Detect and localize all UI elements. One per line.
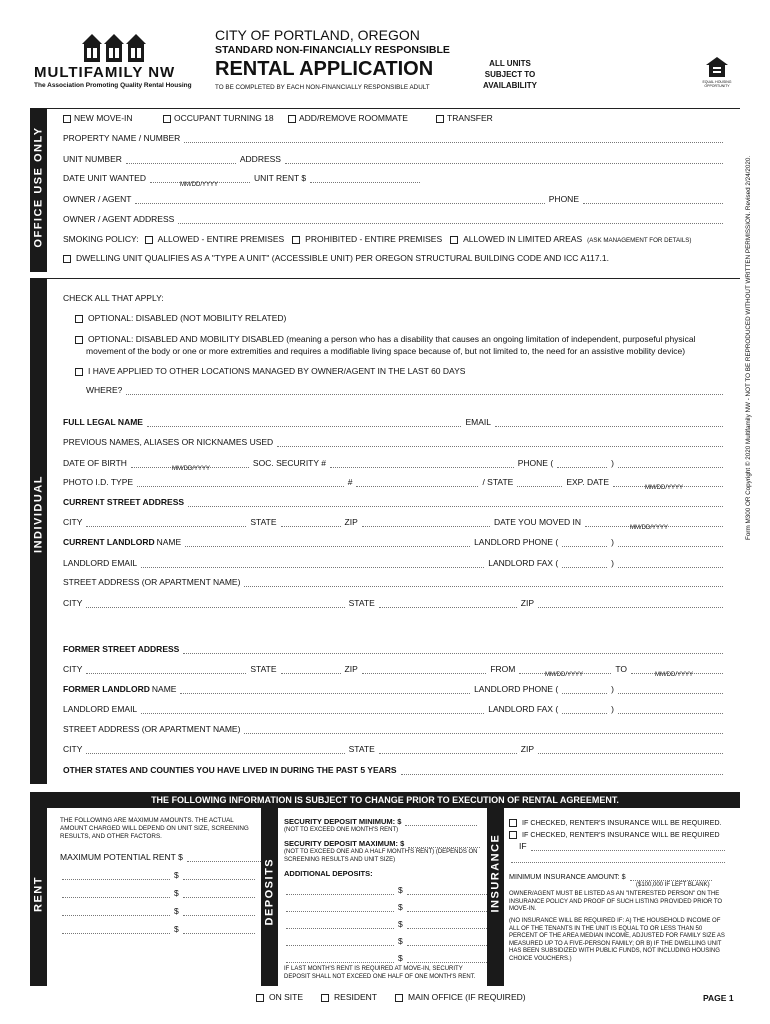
page-number: PAGE 1 [703, 993, 734, 1003]
owner-row [63, 194, 725, 204]
landlord-phone-label: LANDLORD PHONE ( [474, 684, 559, 694]
ins-req-2-label: IF CHECKED, RENTER'S INSURANCE WILL BE REQUIRED [522, 830, 720, 839]
checkbox[interactable] [321, 994, 329, 1002]
landlord-fax-area[interactable] [562, 560, 607, 568]
dob-label: DATE OF BIRTH [63, 458, 127, 468]
dollar: $ [174, 870, 179, 880]
id-number-label: # [347, 477, 353, 487]
landlord-email-label: LANDLORD EMAIL [63, 704, 138, 714]
former-phone-field[interactable] [618, 686, 723, 694]
prev-names-row [63, 437, 725, 447]
to-label: TO [615, 664, 627, 674]
paren: ) [611, 684, 614, 694]
office-use-bar [30, 108, 47, 272]
last-month-note: IF LAST MONTH'S RENT IS REQUIRED AT MOVE-IN, SECURITY DEPOSIT SHALL NOT EXCEED ONE HALF OF ONE MONTH'S RENT. [284, 966, 476, 980]
min-ins-field[interactable] [630, 873, 712, 881]
sec-max-row [284, 839, 482, 848]
street-apt-label: STREET ADDRESS (OR APARTMENT NAME) [63, 724, 241, 734]
owner-address-field[interactable] [178, 216, 723, 224]
street-apt-label: STREET ADDRESS (OR APARTMENT NAME) [63, 577, 241, 587]
copyright-side-note: Form M300 OR Copyright © 2020 Multifamily NW - NOT TO BE REPRODUCED WITHOUT WRITTEN PERMISSION. Revised 2/24/2020. [745, 155, 752, 540]
former-city-row [63, 664, 725, 674]
where-label: WHERE? [86, 385, 123, 395]
from-label: FROM [490, 664, 516, 674]
equal-housing-text: EQUAL HOUSING OPPORTUNITY [702, 80, 732, 88]
individual-bar [30, 278, 47, 784]
mobility-label: OPTIONAL: DISABLED AND MOBILITY DISABLED (meaning a person who has a disability that causes an ongoing limitation of independent, purposeful physical [88, 334, 696, 344]
dollar: $ [398, 919, 403, 929]
property-label: PROPERTY NAME / NUMBER [63, 133, 181, 143]
date-wanted-label: DATE UNIT WANTED [63, 173, 146, 183]
paren: ) [611, 458, 614, 468]
from-format-hint: MM/DD/YYYY [545, 672, 584, 678]
ins-req-1-label: IF CHECKED, RENTER'S INSURANCE WILL BE REQUIRED. [522, 818, 722, 827]
checkbox[interactable] [292, 236, 300, 244]
checkbox[interactable] [395, 994, 403, 1002]
checkbox[interactable] [75, 336, 83, 344]
other-states-row [63, 765, 725, 775]
opt-transfer [436, 113, 493, 123]
current-city-row [63, 517, 725, 527]
rent-amount-field[interactable] [183, 890, 255, 898]
ins-blank-row [509, 855, 727, 863]
landlord-phone-area[interactable] [562, 539, 607, 547]
current-landlord-field[interactable] [185, 539, 470, 547]
checkbox[interactable] [256, 994, 264, 1002]
interested-person-note: OWNER/AGENT MUST BE LISTED AS AN "INTERESTED PERSON" ON THE INSURANCE POLICY AND PROOF OF SUCH LISTING PROVIDED PRIOR TO MOVE-IN. [509, 891, 723, 912]
checkbox[interactable] [509, 831, 517, 839]
state-field[interactable] [281, 519, 341, 527]
zip-label: ZIP [344, 517, 358, 527]
rent-note: THE FOLLOWING ARE MAXIMUM AMOUNTS. THE ACTUAL AMOUNT CHARGED WILL DEPEND ON UNIT SIZE, SCREENING RESULTS, AND OTHER FACTORS. [60, 817, 249, 840]
former-landlord-field[interactable] [180, 686, 470, 694]
type-a-row [63, 253, 609, 263]
deposit-amount-field[interactable] [407, 887, 489, 895]
rent-amount-field[interactable] [183, 872, 255, 880]
smoke-note: (ASK MANAGEMENT FOR DETAILS) [587, 237, 692, 244]
deposit-amount-field[interactable] [407, 921, 489, 929]
checkbox[interactable] [509, 819, 517, 827]
deposits-bar [261, 808, 278, 986]
former-state-field[interactable] [281, 666, 341, 674]
deposit-line [284, 953, 491, 963]
check-all: CHECK ALL THAT APPLY: [63, 293, 164, 303]
sec-max-field[interactable] [408, 840, 480, 848]
date-format-hint: MM/DD/YYYY [180, 182, 219, 188]
rent-line [60, 906, 257, 916]
smoking-row [63, 234, 691, 244]
former-landlord-row [63, 684, 725, 694]
deposit-line [284, 902, 491, 912]
landlord-city-field[interactable] [86, 600, 344, 608]
checkbox[interactable] [145, 236, 153, 244]
where-row [86, 385, 725, 395]
date-moved-label: DATE YOU MOVED IN [493, 517, 581, 527]
availability-note [475, 58, 545, 91]
landlord-street-row [63, 577, 725, 587]
opt-occupant-18 [163, 113, 288, 123]
photo-id-type-field[interactable] [137, 479, 344, 487]
on-site-label: ON SITE [269, 992, 304, 1002]
rent-bar [30, 808, 47, 986]
insurance-label: INSURANCE [489, 833, 502, 913]
page-title: RENTAL APPLICATION [215, 58, 434, 80]
sec-min-field[interactable] [405, 818, 477, 826]
rent-desc-field[interactable] [62, 908, 170, 916]
checkbox[interactable] [288, 115, 296, 123]
paren: ) [611, 558, 614, 568]
max-rent-field[interactable] [187, 854, 265, 862]
owner-address-row [63, 214, 725, 224]
deposit-desc-field[interactable] [286, 887, 394, 895]
city-label: CITY [63, 598, 83, 608]
checkbox[interactable] [63, 115, 71, 123]
photo-id-label: PHOTO I.D. TYPE [63, 477, 134, 487]
deposit-line [284, 936, 491, 946]
former-landlord-city-field[interactable] [86, 746, 344, 754]
deposit-amount-field[interactable] [407, 938, 489, 946]
address-label: ADDRESS [239, 154, 281, 164]
smoking-label: SMOKING POLICY: [63, 234, 139, 244]
deposit-line [284, 885, 491, 895]
deposit-amount-field[interactable] [407, 955, 489, 963]
full-name-field[interactable] [147, 419, 462, 427]
ssn-label: SOC. SECURITY # [252, 458, 326, 468]
label: ADD/REMOVE ROOMMATE [299, 113, 408, 123]
email-label: EMAIL [465, 417, 491, 427]
dollar: $ [174, 888, 179, 898]
full-name-label: FULL LEGAL NAME [63, 417, 143, 427]
landlord-zip-field[interactable] [538, 600, 723, 608]
owner-agent-field[interactable] [135, 196, 544, 204]
exp-format-hint: MM/DD/YYYY [645, 485, 684, 491]
dollar: $ [398, 953, 403, 963]
former-landlord-label: FORMER LANDLORD [63, 684, 150, 694]
landlord-city-row [63, 598, 725, 608]
checkbox[interactable] [450, 236, 458, 244]
city-label: CITY [63, 517, 83, 527]
unit-row [63, 154, 725, 164]
label: TRANSFER [447, 113, 493, 123]
current-street-row [63, 497, 725, 507]
disabled-row [75, 313, 286, 323]
deposit-desc-field[interactable] [286, 921, 394, 929]
landlord-email-row [63, 558, 725, 568]
dob-format-hint: MM/DD/YYYY [172, 466, 211, 472]
checkbox[interactable] [63, 255, 71, 263]
logo-tagline: The Association Promoting Quality Rental Housing [34, 82, 192, 89]
former-city-field[interactable] [86, 666, 246, 674]
former-fax-area[interactable] [562, 706, 607, 714]
former-landlord-city-row [63, 744, 725, 754]
deposit-amount-field[interactable] [407, 904, 489, 912]
main-office-label: MAIN OFFICE (IF REQUIRED) [408, 992, 526, 1002]
sec-min-label: SECURITY DEPOSIT MINIMUM: $ [284, 817, 402, 826]
units-line-3: AVAILABILITY [483, 81, 537, 90]
office-use-label: OFFICE USE ONLY [32, 126, 45, 248]
phone-area-field[interactable] [557, 460, 607, 468]
opt-new-move-in [63, 113, 163, 123]
former-zip-field[interactable] [362, 666, 487, 674]
subtitle: STANDARD NON-FINANCIALLY RESPONSIBLE [215, 44, 450, 56]
current-street-label: CURRENT STREET ADDRESS [63, 497, 185, 507]
owner-address-label: OWNER / AGENT ADDRESS [63, 214, 175, 224]
former-landlord-zip-field[interactable] [538, 746, 723, 754]
insurance-bar [487, 808, 504, 986]
city-label: CITY [63, 744, 83, 754]
unit-rent-label: UNIT RENT $ [253, 173, 307, 183]
ins-req-row-1 [509, 818, 722, 827]
state-label: STATE [250, 517, 277, 527]
checkbox[interactable] [163, 115, 171, 123]
property-field[interactable] [184, 135, 723, 143]
owner-agent-label: OWNER / AGENT [63, 194, 132, 204]
type-a-label: DWELLING UNIT QUALIFIES AS A "TYPE A UNIT" (ACCESSIBLE UNIT) PER OREGON STRUCTURAL BUILDING CODE AND ICC A117.1. [76, 253, 610, 263]
mobility-label-2: movement of the body or one or more extremities and requires a modifiable living space because of, but not limited to, the need for an assistive mobility device) [86, 346, 686, 356]
former-landlord-street-row [63, 724, 725, 734]
photo-id-row [63, 477, 725, 487]
equal-housing-icon [700, 56, 734, 90]
checkbox[interactable] [75, 315, 83, 323]
completion-note: TO BE COMPLETED BY EACH NON-FINANCIALLY RESPONSIBLE ADULT [215, 84, 430, 91]
former-email-field[interactable] [141, 706, 484, 714]
unit-number-label: UNIT NUMBER [63, 154, 122, 164]
dollar: $ [398, 902, 403, 912]
applied-row [75, 366, 465, 376]
opt-add-remove [288, 113, 436, 123]
street-apt-field[interactable] [244, 579, 723, 587]
rent-line [60, 888, 257, 898]
name-row [63, 417, 725, 427]
state-label: STATE [348, 598, 375, 608]
deposits-label: DEPOSITS [263, 857, 276, 926]
rent-desc-field[interactable] [62, 872, 170, 880]
max-rent-row [60, 852, 267, 862]
unit-rent-field[interactable] [310, 175, 420, 183]
rent-amount-field[interactable] [183, 908, 255, 916]
deposit-desc-field[interactable] [286, 938, 394, 946]
min-ins-label: MINIMUM INSURANCE AMOUNT: $ [509, 872, 626, 881]
former-fax-field[interactable] [618, 706, 723, 714]
landlord-state-field[interactable] [379, 600, 517, 608]
smoke-option-2: PROHIBITED - ENTIRE PREMISES [305, 234, 443, 244]
units-line-1: ALL UNITS [489, 59, 531, 68]
checkbox[interactable] [436, 115, 444, 123]
individual-label: INDIVIDUAL [32, 475, 45, 553]
state-label: STATE [250, 664, 277, 674]
divider [47, 278, 740, 279]
paren: ) [611, 537, 614, 547]
id-state-field[interactable] [517, 479, 562, 487]
former-landlord-state-field[interactable] [379, 746, 517, 754]
move-type-row [63, 113, 493, 123]
footer-options [256, 992, 526, 1002]
email-field[interactable] [495, 419, 723, 427]
no-insurance-note: (NO INSURANCE WILL BE REQUIRED IF: A) THE HOUSEHOLD INCOME OF ALL OF THE TENANTS IN THE UNIT IS EQUAL TO OR LESS THAN 50 PERCENT OF THE AREA MEDIAN INCOME, ADJUSTED FOR FAMILY SIZE AS MEASURED UP TO A FIVE-PERSON FAMILY; OR B) IF THE DWELLING UNIT HAS BEEN SUBSIDIZED WITH PUBLIC FUNDS, NOT INCLUDING HOUSING CHOICE VOUCHERS.) [509, 918, 725, 962]
former-street-row [63, 644, 725, 654]
landlord-fax-label: LANDLORD FAX ( [488, 558, 559, 568]
logo-houses-icon [80, 30, 150, 64]
rent-label: RENT [32, 876, 45, 912]
rent-desc-field[interactable] [62, 890, 170, 898]
unit-number-field[interactable] [126, 156, 236, 164]
landlord-phone-field[interactable] [618, 539, 723, 547]
checkbox[interactable] [75, 368, 83, 376]
zip-label: ZIP [520, 598, 534, 608]
former-phone-area[interactable] [562, 686, 607, 694]
former-street-label: FORMER STREET ADDRESS [63, 644, 180, 654]
phone-field[interactable] [618, 460, 723, 468]
zip-field[interactable] [362, 519, 490, 527]
city-label: CITY [63, 664, 83, 674]
dollar: $ [398, 936, 403, 946]
mobility-row [75, 334, 695, 344]
max-rent-label: MAXIMUM POTENTIAL RENT $ [60, 852, 183, 862]
current-street-field[interactable] [188, 499, 723, 507]
former-street-apt-field[interactable] [244, 726, 723, 734]
landlord-fax-label: LANDLORD FAX ( [488, 704, 559, 714]
rent-line [60, 870, 257, 880]
rent-line [60, 924, 257, 934]
address-field[interactable] [285, 156, 723, 164]
sec-min-note: (NOT TO EXCEED ONE MONTH'S RENT) [284, 827, 399, 833]
to-format-hint: MM/DD/YYYY [655, 672, 694, 678]
current-landlord-row [63, 537, 725, 547]
other-states-label: OTHER STATES AND COUNTIES YOU HAVE LIVED IN DURING THE PAST 5 YEARS [63, 765, 397, 775]
disabled-label: OPTIONAL: DISABLED (NOT MOBILITY RELATED) [88, 313, 287, 323]
ins-if-field[interactable] [531, 843, 725, 851]
phone-field[interactable] [583, 196, 723, 204]
property-row [63, 133, 725, 143]
smoke-option-1: ALLOWED - ENTIRE PREMISES [157, 234, 285, 244]
rent-desc-field[interactable] [62, 926, 170, 934]
dollar: $ [174, 906, 179, 916]
name-label: NAME [151, 684, 177, 694]
landlord-fax-field[interactable] [618, 560, 723, 568]
other-states-field[interactable] [401, 767, 723, 775]
deposit-desc-field[interactable] [286, 904, 394, 912]
exp-date-label: EXP. DATE [566, 477, 609, 487]
phone-label: PHONE [548, 194, 579, 204]
rent-banner [30, 792, 740, 808]
dob-row [63, 458, 725, 468]
dollar: $ [174, 924, 179, 934]
additional-deposits-label: ADDITIONAL DEPOSITS: [284, 869, 373, 878]
state-label: STATE [348, 744, 375, 754]
former-street-field[interactable] [183, 646, 723, 654]
name-label: NAME [156, 537, 182, 547]
former-email-row [63, 704, 725, 714]
label: NEW MOVE-IN [74, 113, 133, 123]
landlord-phone-label: LANDLORD PHONE ( [474, 537, 559, 547]
banner-text: THE FOLLOWING INFORMATION IS SUBJECT TO CHANGE PRIOR TO EXECUTION OF RENTAL AGREEMENT. [151, 795, 619, 805]
ins-blank-field[interactable] [511, 855, 725, 863]
zip-label: ZIP [344, 664, 358, 674]
label: OCCUPANT TURNING 18 [174, 113, 274, 123]
if-label: IF [519, 841, 527, 851]
sec-max-note: (NOT TO EXCEED ONE AND A HALF MONTH'S RENT) (DEPENDS ON SCREENING RESULTS AND UNIT SIZE) [284, 849, 478, 863]
landlord-email-label: LANDLORD EMAIL [63, 558, 138, 568]
city-field[interactable] [86, 519, 246, 527]
prev-names-field[interactable] [277, 439, 723, 447]
date-rent-row [63, 173, 725, 183]
divider [47, 108, 740, 109]
zip-label: ZIP [520, 744, 534, 754]
city-title: CITY OF PORTLAND, OREGON [215, 27, 420, 43]
sec-min-row [284, 817, 479, 826]
logo-name: MULTIFAMILY NW [34, 64, 176, 81]
phone-label: PHONE ( [517, 458, 554, 468]
deposit-line [284, 919, 491, 929]
ssn-field[interactable] [330, 460, 514, 468]
ins-if-row [519, 841, 727, 851]
id-state-label: / STATE [482, 477, 514, 487]
resident-label: RESIDENT [334, 992, 377, 1002]
id-number-field[interactable] [356, 479, 478, 487]
units-line-2: SUBJECT TO [484, 70, 536, 79]
paren: ) [611, 704, 614, 714]
dollar: $ [398, 885, 403, 895]
min-ins-note: ($100,000 IF LEFT BLANK) [636, 882, 710, 888]
rent-amount-field[interactable] [183, 926, 255, 934]
sec-max-label: SECURITY DEPOSIT MAXIMUM: $ [284, 839, 405, 848]
where-field[interactable] [126, 387, 723, 395]
moved-format-hint: MM/DD/YYYY [630, 525, 669, 531]
ins-req-row-2 [509, 830, 720, 839]
current-landlord-label: CURRENT LANDLORD [63, 537, 155, 547]
prev-names-label: PREVIOUS NAMES, ALIASES OR NICKNAMES USED [63, 437, 274, 447]
landlord-email-field[interactable] [141, 560, 484, 568]
min-ins-row [509, 872, 714, 881]
deposit-desc-field[interactable] [286, 955, 394, 963]
applied-label: I HAVE APPLIED TO OTHER LOCATIONS MANAGED BY OWNER/AGENT IN THE LAST 60 DAYS [88, 366, 466, 376]
smoke-option-3: ALLOWED IN LIMITED AREAS [463, 234, 583, 244]
